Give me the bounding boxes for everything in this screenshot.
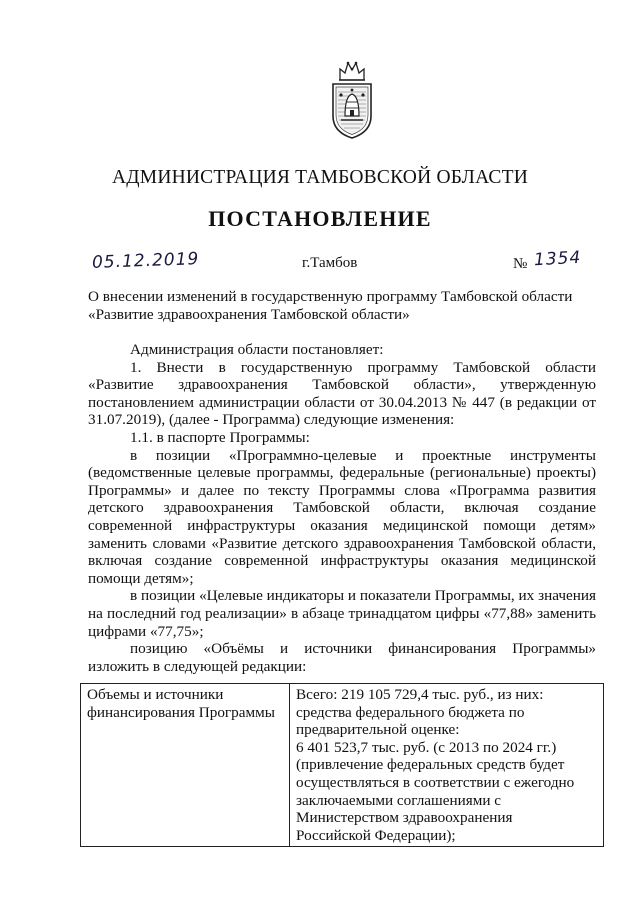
item-1: 1. Внести в государственную программу Тамбовской области «Развитие здравоохранения Тамбовской области», утвержденную постановлением администрации области от 30.04.2013 № 447 (в редакции от 31.07.2019), (далее - Программа) следующие изменения: [88, 358, 596, 429]
paragraph-instruments: в позиции «Программно-целевые и проектные инструменты (ведомственные целевые программы, федеральные (региональные) проекты) Программы» и далее по тексту Программы слова «Программа развития детского здравоохранения Тамбовской области, включая создание современной инфраструктуры оказания медицинской помощи детям» заменить словами «Развитие детского здравоохранения Тамбовской области, включая создание современной инфраструктуры оказания медицинской помощи детям»; [88, 446, 596, 587]
document-type: ПОСТАНОВЛЕНИЕ [208, 206, 432, 231]
cell-line: (привлечение федеральных средств будет [296, 756, 565, 774]
title-line: «Развитие здравоохранения Тамбовской области» [88, 305, 410, 323]
decree-statement: Администрация области постановляет: [130, 341, 384, 358]
city: г.Тамбов [302, 255, 358, 271]
agency-name: АДМИНИСТРАЦИЯ ТАМБОВСКОЙ ОБЛАСТИ [112, 167, 528, 188]
cell-line: Российской Федерации); [296, 826, 456, 844]
paragraph-indicators: в позиции «Целевые индикаторы и показатели Программы, их значения на последний год реализации» в абзаце тринадцатом цифры «77,88» заменить цифрами «77,75»; [88, 587, 596, 640]
cell-line: осуществляться в соответствии с ежегодно [296, 773, 575, 791]
table-cell-value [290, 684, 604, 847]
document-title [88, 288, 596, 323]
document-number-label: № [513, 256, 528, 272]
cell-line: финансирования Программы [87, 703, 275, 721]
paragraph-financing: позицию «Объёмы и источники финансирования Программы» изложить в следующей редакции: [88, 640, 596, 675]
table-cell-label [81, 684, 290, 847]
item-1-1: 1.1. в паспорте Программы: [130, 428, 310, 446]
financing-table [80, 683, 604, 847]
cell-line: предварительной оценке: [296, 721, 460, 739]
title-line: О внесении изменений в государственную программу Тамбовской области [88, 288, 573, 305]
handwritten-date: 05.12.2019 [91, 249, 200, 273]
cell-line: Министерством здравоохранения [296, 809, 513, 827]
table-row [81, 684, 604, 847]
cell-line: Объемы и источники [87, 686, 224, 703]
cell-line: заключаемыми соглашениями с [296, 791, 502, 809]
tambov-coat-of-arms-icon [329, 60, 375, 140]
cell-line: средства федерального бюджета по [296, 703, 525, 721]
cell-line: Всего: 219 105 729,4 тыс. руб., из них: [296, 686, 544, 703]
document-body [88, 341, 596, 675]
handwritten-document-number: 1354 [533, 247, 582, 271]
cell-line: 6 401 523,7 тыс. руб. (с 2013 по 2024 гг.) [296, 738, 557, 756]
